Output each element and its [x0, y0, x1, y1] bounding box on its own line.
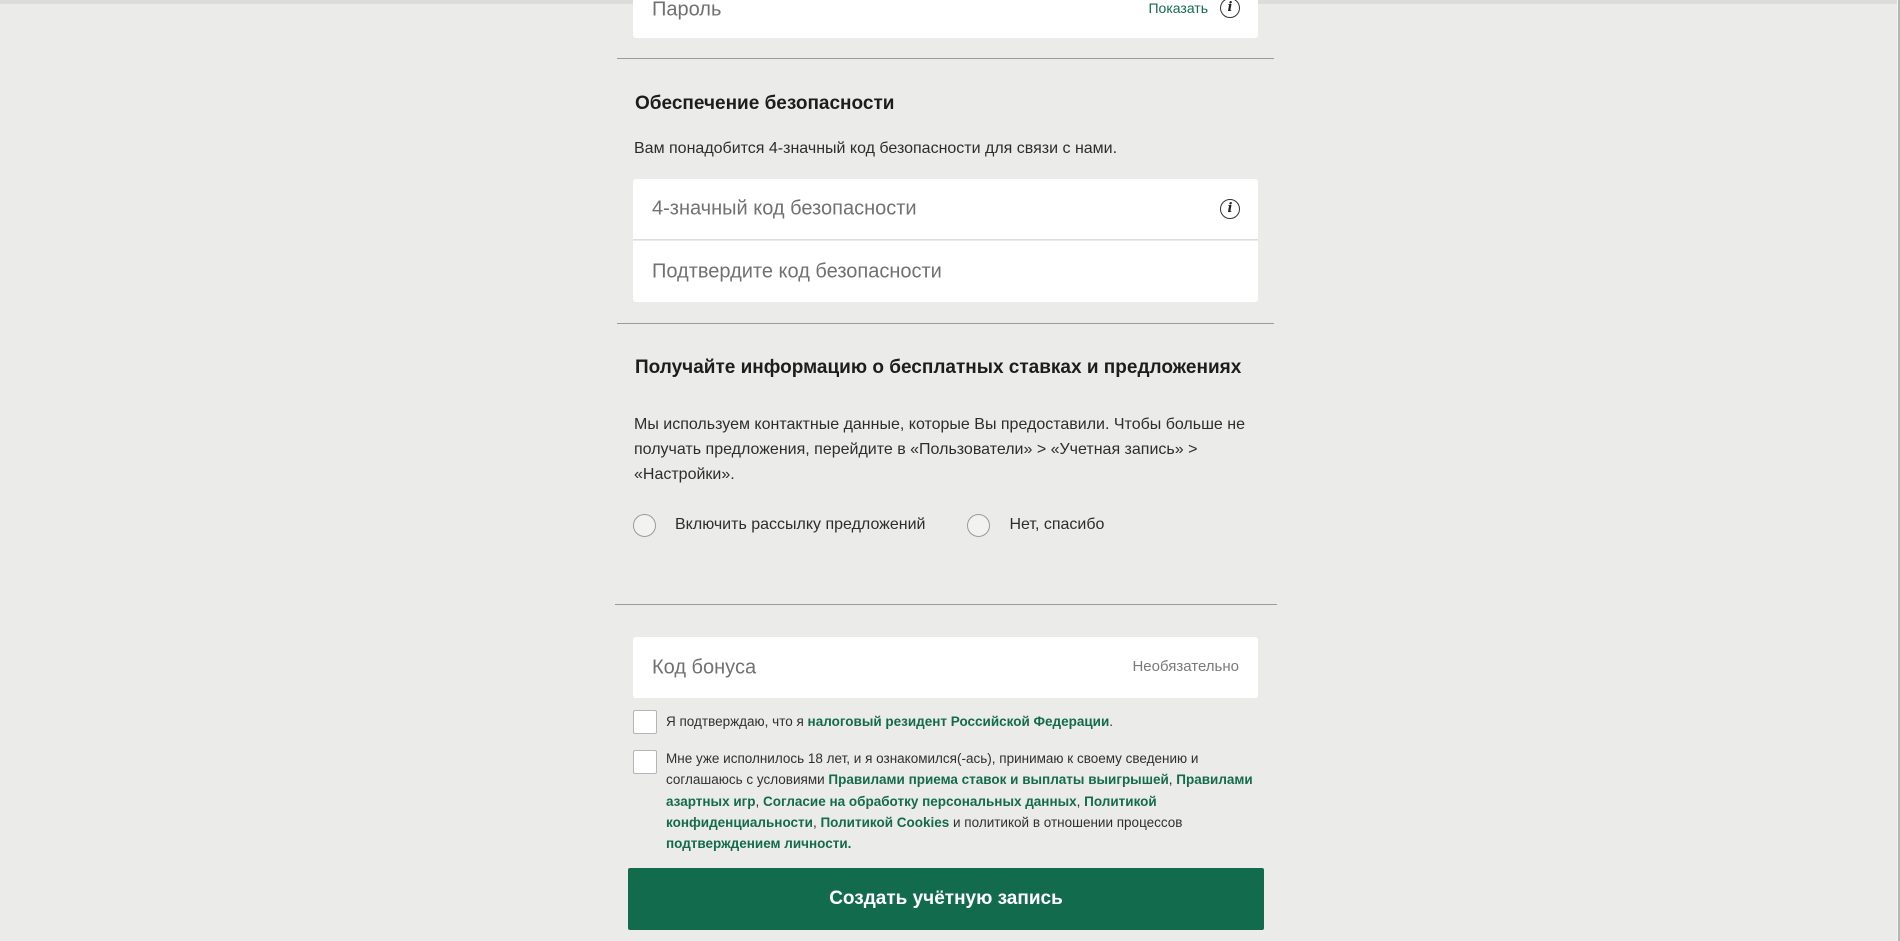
gambling-rules-link[interactable]: Правилами азартных игр	[666, 772, 1253, 809]
age-terms-text	[666, 748, 1256, 854]
create-account-button[interactable]: Создать учётную запись	[628, 868, 1264, 930]
confirm-security-code-input[interactable]	[633, 241, 1258, 302]
security-section-title: Обеспечение безопасности	[635, 93, 895, 114]
consent-text: и политикой в отношении процессов	[949, 814, 1183, 830]
security-code-placeholder: 4-значный код безопасности	[652, 197, 917, 220]
info-icon[interactable]: i	[1220, 0, 1240, 18]
personal-data-consent-link[interactable]: Согласие на обработку персональных данных	[763, 793, 1077, 809]
consent-text: .	[1109, 714, 1114, 729]
tax-resident-consent	[633, 710, 1256, 734]
bonus-code-input[interactable]	[633, 637, 1258, 698]
age-terms-consent	[633, 750, 1256, 854]
offers-description	[634, 412, 1274, 487]
section-divider	[615, 604, 1277, 605]
security-description: Вам понадобится 4-значный код безопасности для связи с нами.	[634, 140, 1118, 157]
radio-label: Включить рассылку предложений	[675, 516, 926, 533]
tax-resident-text	[666, 711, 1256, 732]
bonus-code-placeholder: Код бонуса	[652, 656, 757, 678]
separator: ,	[1168, 772, 1177, 788]
consent-text-end: .	[847, 836, 852, 852]
registration-form	[617, 0, 1274, 941]
privacy-policy-link[interactable]: Политикой конфиденциальности	[666, 793, 1157, 830]
separator: ,	[812, 814, 821, 830]
separator: ,	[755, 793, 764, 809]
info-icon[interactable]: i	[1220, 199, 1240, 219]
offers-radio-group	[633, 512, 1104, 538]
confirm-code-placeholder: Подтвердите код безопасности	[652, 260, 942, 282]
identity-verification-link[interactable]: подтверждением личности	[666, 836, 848, 852]
password-placeholder: Пароль	[652, 0, 722, 21]
optional-label: Необязательно	[1132, 658, 1239, 675]
age-terms-checkbox[interactable]	[633, 750, 657, 774]
tax-resident-checkbox[interactable]	[633, 710, 657, 734]
consent-text: Мне уже исполнилось 18 лет, и я ознакомился(-ась), принимаю к своему сведению и соглашаюсь с условиями	[666, 751, 1199, 788]
radio-label: Нет, спасибо	[1009, 516, 1105, 533]
password-field[interactable]	[633, 0, 1258, 38]
consent-text: Я подтверждаю, что я	[666, 714, 808, 729]
section-divider	[617, 58, 1274, 59]
offers-description-line: «Настройки».	[634, 466, 735, 483]
tax-resident-link[interactable]: налоговый резидент Российской Федерации	[807, 714, 1110, 729]
offers-description-line: получать предложения, перейдите в «Пользователи» > «Учетная запись» >	[634, 441, 1198, 458]
section-divider	[617, 323, 1274, 324]
betting-rules-link[interactable]: Правилами приема ставок и выплаты выигрышей	[828, 772, 1169, 788]
radio-button[interactable]	[967, 514, 990, 537]
show-password-link[interactable]: Показать	[1148, 0, 1208, 16]
offers-opt-in-option[interactable]	[633, 514, 925, 537]
cookies-policy-link[interactable]: Политикой Cookies	[820, 814, 950, 830]
radio-button[interactable]	[633, 514, 656, 537]
separator: ,	[1076, 793, 1085, 809]
offers-description-line: Мы используем контактные данные, которые Вы предоставили. Чтобы больше не	[634, 416, 1245, 433]
security-code-input[interactable]	[633, 179, 1258, 240]
offers-opt-out-option[interactable]	[967, 514, 1104, 537]
offers-section-title: Получайте информацию о бесплатных ставках и предложениях	[635, 357, 1242, 378]
